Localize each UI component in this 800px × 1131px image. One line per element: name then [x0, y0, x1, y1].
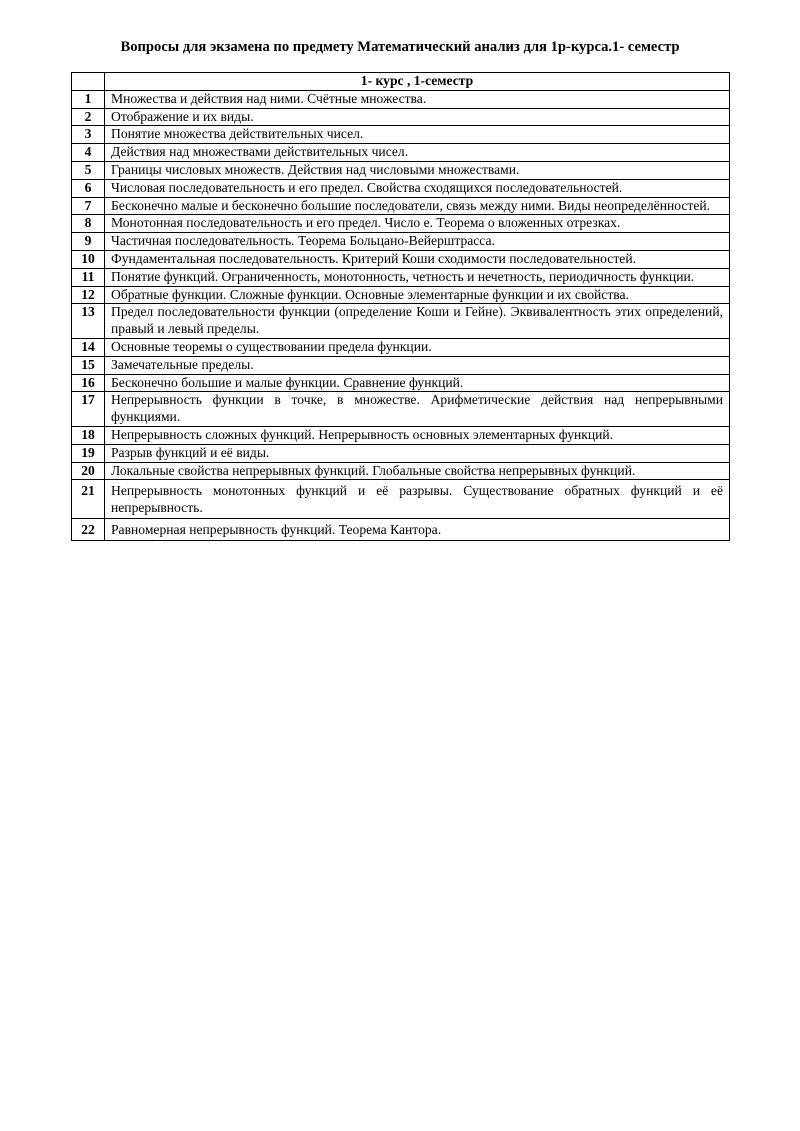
question-text: Предел последовательности функции (определение Коши и Гейне). Эквивалентность этих определений, правый и левый пределы.: [105, 304, 730, 339]
question-text: Фундаментальная последовательность. Критерий Коши сходимости последовательностей.: [105, 250, 730, 268]
header-num-cell: [72, 73, 105, 91]
table-header-row: [72, 73, 730, 91]
question-text: Частичная последовательность. Теорема Больцано-Вейерштрасса.: [105, 233, 730, 251]
question-text: Разрыв функций и её виды.: [105, 444, 730, 462]
table-row: [72, 286, 730, 304]
table-row: [72, 108, 730, 126]
question-number: 7: [72, 197, 105, 215]
table-row: [72, 233, 730, 251]
question-number: 2: [72, 108, 105, 126]
table-row: [72, 268, 730, 286]
question-number: 5: [72, 161, 105, 179]
question-number: 1: [72, 90, 105, 108]
question-number: 21: [72, 480, 105, 519]
question-text: Непрерывность монотонных функций и её разрывы. Существование обратных функций и её непрерывность.: [105, 480, 730, 519]
question-text: Понятие множества действительных чисел.: [105, 126, 730, 144]
question-text: Равномерная непрерывность функций. Теорема Кантора.: [105, 518, 730, 540]
table-row: [72, 215, 730, 233]
table-row: [72, 161, 730, 179]
question-number: 14: [72, 338, 105, 356]
table-row: [72, 462, 730, 480]
table-row: [72, 126, 730, 144]
question-text: Локальные свойства непрерывных функций. Глобальные свойства непрерывных функций.: [105, 462, 730, 480]
question-text: Непрерывность функции в точке, в множестве. Арифметические действия над непрерывными функциями.: [105, 392, 730, 427]
table-row: [72, 444, 730, 462]
question-number: 13: [72, 304, 105, 339]
table-row: [72, 480, 730, 519]
table-row: [72, 250, 730, 268]
question-text: Отображение и их виды.: [105, 108, 730, 126]
question-text: Обратные функции. Сложные функции. Основные элементарные функции и их свойства.: [105, 286, 730, 304]
table-row: [72, 144, 730, 162]
table-row: [72, 338, 730, 356]
question-number: 18: [72, 426, 105, 444]
question-number: 9: [72, 233, 105, 251]
question-number: 12: [72, 286, 105, 304]
question-text: Действия над множествами действительных чисел.: [105, 144, 730, 162]
question-number: 6: [72, 179, 105, 197]
question-number: 10: [72, 250, 105, 268]
question-number: 16: [72, 374, 105, 392]
question-text: Границы числовых множеств. Действия над числовыми множествами.: [105, 161, 730, 179]
question-number: 17: [72, 392, 105, 427]
exam-questions-table: [71, 72, 730, 541]
question-number: 4: [72, 144, 105, 162]
question-text: Замечательные пределы.: [105, 356, 730, 374]
table-row: [72, 90, 730, 108]
question-number: 3: [72, 126, 105, 144]
table-row: [72, 392, 730, 427]
question-text: Бесконечно большие и малые функции. Сравнение функций.: [105, 374, 730, 392]
question-text: Основные теоремы о существовании предела функции.: [105, 338, 730, 356]
question-number: 20: [72, 462, 105, 480]
question-number: 8: [72, 215, 105, 233]
question-number: 22: [72, 518, 105, 540]
header-section-title: 1- курс , 1-семестр: [105, 73, 730, 91]
table-row: [72, 356, 730, 374]
question-number: 11: [72, 268, 105, 286]
table-row: [72, 518, 730, 540]
table-row: [72, 426, 730, 444]
question-number: 15: [72, 356, 105, 374]
table-row: [72, 304, 730, 339]
question-text: Понятие функций. Ограниченность, монотонность, четность и нечетность, периодичность функции.: [105, 268, 730, 286]
question-text: Числовая последовательность и его предел. Свойства сходящихся последовательностей.: [105, 179, 730, 197]
page-title: Вопросы для экзамена по предмету Математический анализ для 1р-курса.1- семестр: [120, 39, 680, 55]
question-text: Непрерывность сложных функций. Непрерывность основных элементарных функций.: [105, 426, 730, 444]
question-number: 19: [72, 444, 105, 462]
table-row: [72, 197, 730, 215]
question-text: Монотонная последовательность и его предел. Число е. Теорема о вложенных отрезках.: [105, 215, 730, 233]
table-row: [72, 179, 730, 197]
question-text: Множества и действия над ними. Счётные множества.: [105, 90, 730, 108]
table-row: [72, 374, 730, 392]
question-text: Бесконечно малые и бесконечно большие последователи, связь между ними. Виды неопределённостей.: [105, 197, 730, 215]
